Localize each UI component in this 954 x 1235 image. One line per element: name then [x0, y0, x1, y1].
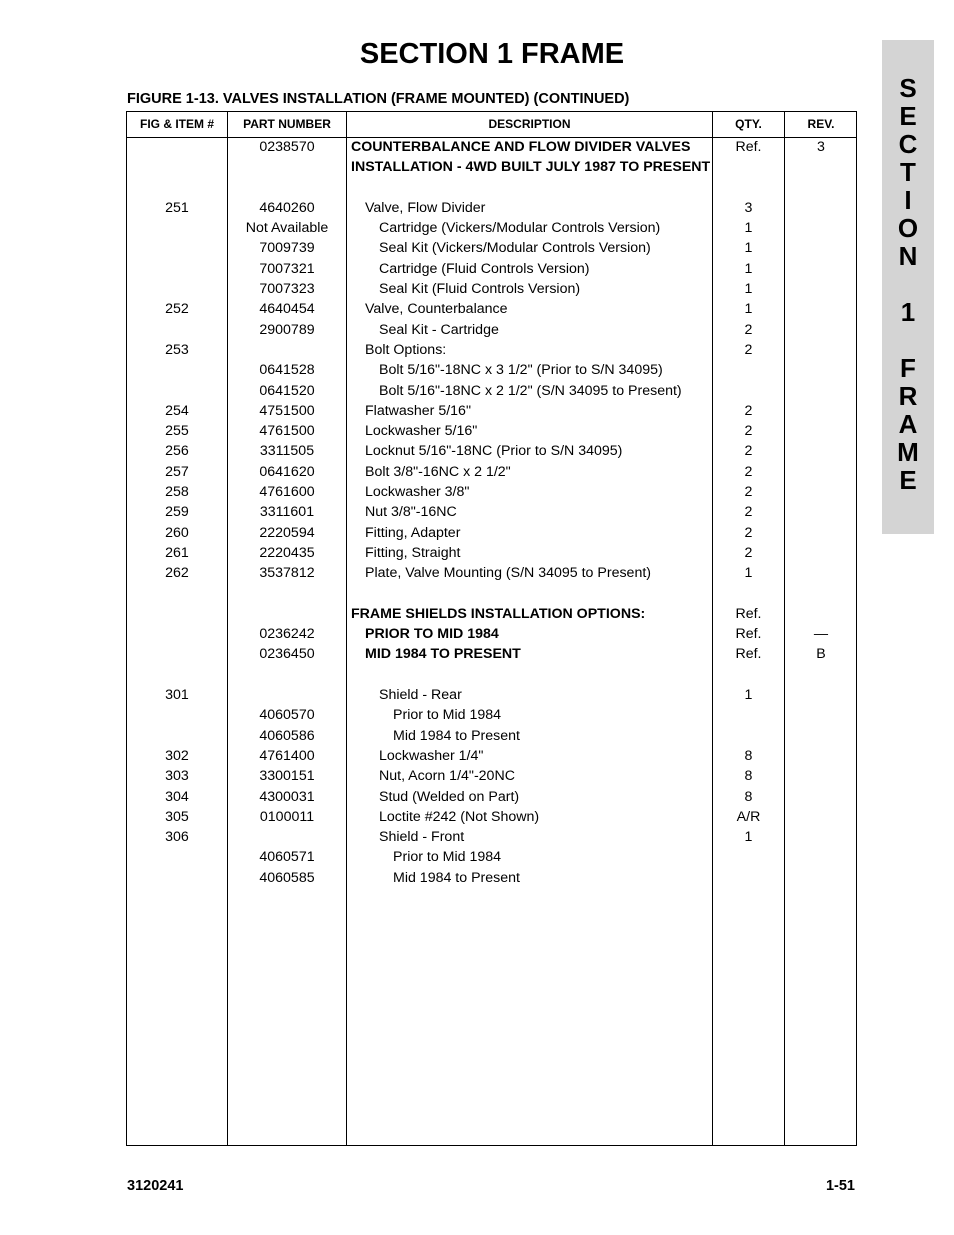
item-number-cell: 252	[165, 301, 189, 318]
table-row	[127, 604, 858, 624]
qty-cell: 2	[744, 341, 753, 358]
table-row	[127, 868, 858, 888]
qty-cell: 8	[744, 747, 753, 764]
part-number-cell: 4640260	[259, 199, 315, 216]
description-cell: Locknut 5/16"-18NC (Prior to S/N 34095)	[365, 443, 623, 460]
side-tab-letter: 1	[900, 297, 916, 327]
qty-cell: Ref.	[735, 646, 762, 663]
parts-table	[126, 111, 857, 1146]
item-number-cell: 256	[165, 443, 189, 460]
item-number-cell: 255	[165, 423, 189, 440]
qty-cell: 2	[744, 423, 753, 440]
side-tab-letter: N	[898, 241, 918, 271]
side-tab-letter: M	[897, 437, 919, 467]
part-number-cell: 4060570	[259, 707, 315, 724]
qty-cell: 2	[744, 402, 753, 419]
description-cell: FRAME SHIELDS INSTALLATION OPTIONS:	[351, 605, 646, 622]
description-cell: Lockwasher 1/4"	[379, 747, 484, 764]
rev-cell: B	[816, 646, 826, 663]
part-number-cell: 0100011	[259, 808, 315, 825]
part-number-cell: 3311601	[259, 504, 315, 521]
table-row	[127, 198, 858, 218]
side-tab-letter: R	[898, 381, 918, 411]
part-number-cell: 0236450	[259, 646, 315, 663]
table-row	[127, 401, 858, 421]
table-row	[127, 787, 858, 807]
part-number-cell: 7007321	[259, 260, 315, 277]
table-row	[127, 218, 858, 238]
table-row	[127, 624, 858, 644]
description-cell: Seal Kit (Vickers/Modular Controls Version)	[379, 240, 651, 257]
description-cell: Valve, Counterbalance	[365, 301, 508, 318]
table-row	[127, 685, 858, 705]
description-cell: Prior to Mid 1984	[393, 707, 502, 724]
side-tab-letter: F	[900, 353, 916, 383]
description-cell: Cartridge (Vickers/Modular Controls Version)	[379, 220, 661, 237]
table-row	[127, 644, 858, 664]
side-tab-letter: I	[904, 185, 912, 215]
part-number-cell: 4751500	[259, 402, 315, 419]
part-number-cell: 0641520	[259, 382, 315, 399]
qty-cell: 1	[744, 301, 753, 318]
qty-cell: 2	[744, 321, 753, 338]
part-number-cell: 4761400	[259, 747, 315, 764]
description-cell: Flatwasher 5/16"	[365, 402, 471, 419]
qty-cell: 3	[744, 199, 753, 216]
item-number-cell: 261	[165, 544, 189, 561]
table-row	[127, 482, 858, 502]
description-cell: Mid 1984 to Present	[393, 869, 520, 886]
table-row	[127, 299, 858, 319]
item-number-cell: 260	[165, 524, 189, 541]
part-number-cell: 4761600	[259, 484, 315, 501]
description-cell: Fitting, Adapter	[365, 524, 461, 541]
side-tab-letter: C	[898, 129, 918, 159]
qty-cell: 8	[744, 788, 753, 805]
page-number: 1-51	[825, 1178, 855, 1194]
part-number-cell: 0236242	[259, 626, 315, 643]
description-cell: Loctite #242 (Not Shown)	[379, 808, 540, 825]
part-number-cell: 2900789	[259, 321, 315, 338]
qty-cell: 1	[744, 281, 753, 298]
side-tab-letter: A	[898, 409, 918, 439]
qty-cell: 1	[744, 829, 753, 846]
item-number-cell: 306	[165, 829, 189, 846]
table-row	[127, 827, 858, 847]
table-row	[127, 563, 858, 583]
part-number-cell: 3300151	[259, 768, 315, 785]
table-row	[127, 320, 858, 340]
table-row	[127, 502, 858, 522]
qty-cell: Ref.	[735, 139, 762, 155]
item-number-cell: 254	[165, 402, 189, 419]
description-cell: Nut 3/8"-16NC	[365, 504, 457, 521]
description-cell: Seal Kit (Fluid Controls Version)	[379, 281, 581, 298]
description-cell: Seal Kit - Cartridge	[379, 321, 499, 338]
part-number-cell: 2220594	[259, 524, 315, 541]
description-cell: MID 1984 TO PRESENT	[365, 646, 521, 663]
qty-cell: 2	[744, 544, 753, 561]
table-row	[127, 462, 858, 482]
item-number-cell: 303	[165, 768, 189, 785]
table-row	[127, 584, 858, 604]
part-number-cell: 4060586	[259, 727, 315, 744]
table-row	[127, 766, 858, 786]
part-number-cell: 4060585	[259, 869, 315, 886]
description-cell: Prior to Mid 1984	[393, 849, 502, 866]
part-number-cell: Not Available	[245, 220, 329, 237]
table-row	[127, 807, 858, 827]
item-number-cell: 301	[165, 687, 189, 704]
table-row	[127, 746, 858, 766]
qty-cell: 2	[744, 504, 753, 521]
description-cell: Fitting, Straight	[365, 544, 461, 561]
header-rev: REV.	[807, 117, 835, 131]
qty-cell: 2	[744, 524, 753, 541]
description-cell: Bolt 5/16"-18NC x 3 1/2" (Prior to S/N 34095)	[379, 362, 663, 379]
description-cell: Shield - Front	[379, 829, 465, 846]
description-cell: INSTALLATION - 4WD BUILT JULY 1987 TO PRESENT	[351, 159, 711, 176]
qty-cell: 8	[744, 768, 753, 785]
item-number-cell: 257	[165, 463, 189, 480]
item-number-cell: 262	[165, 565, 189, 582]
description-cell: Mid 1984 to Present	[393, 727, 520, 744]
description-cell: Nut, Acorn 1/4"-20NC	[379, 768, 515, 785]
qty-cell: 1	[744, 220, 753, 237]
table-row	[127, 847, 858, 867]
table-row	[127, 360, 858, 380]
qty-cell: 2	[744, 463, 753, 480]
description-cell: Lockwasher 5/16"	[365, 423, 478, 440]
qty-cell: 1	[744, 260, 753, 277]
table-row	[127, 421, 858, 441]
table-row	[127, 665, 858, 685]
qty-cell: A/R	[736, 808, 761, 825]
description-cell: COUNTERBALANCE AND FLOW DIVIDER VALVES	[351, 139, 691, 155]
part-number-cell: 0641528	[259, 362, 315, 379]
qty-cell: 1	[744, 240, 753, 257]
table-row	[127, 340, 858, 360]
table-row	[127, 178, 858, 198]
side-tab-letter: E	[899, 101, 917, 131]
table-row	[127, 238, 858, 258]
item-number-cell: 302	[165, 747, 189, 764]
item-number-cell: 259	[165, 504, 189, 521]
rev-cell: —	[813, 626, 829, 643]
rev-cell: 3	[817, 139, 825, 155]
description-cell: Valve, Flow Divider	[365, 199, 486, 216]
table-row	[127, 137, 858, 157]
side-tab-letter: S	[899, 73, 917, 103]
figure-title: FIGURE 1-13. VALVES INSTALLATION (FRAME MOUNTED) (CONTINUED)	[127, 91, 630, 107]
item-number-cell: 253	[165, 341, 189, 358]
part-number-cell: 4761500	[259, 423, 315, 440]
document-number: 3120241	[127, 1178, 184, 1194]
header-qty: QTY.	[735, 117, 762, 131]
part-number-cell: 3537812	[259, 565, 315, 582]
part-number-cell: 0238570	[259, 139, 315, 155]
table-row	[127, 157, 858, 177]
table-row	[127, 441, 858, 461]
item-number-cell: 258	[165, 484, 189, 501]
description-cell: Stud (Welded on Part)	[379, 788, 520, 805]
description-cell: Bolt 5/16"-18NC x 2 1/2" (S/N 34095 to Present)	[379, 382, 682, 399]
header-part-number: PART NUMBER	[243, 117, 331, 131]
qty-cell: 1	[744, 565, 753, 582]
qty-cell: 2	[744, 484, 753, 501]
table-row	[127, 523, 858, 543]
side-tab-letter: O	[897, 213, 919, 243]
header-description: DESCRIPTION	[488, 117, 571, 131]
description-cell: Plate, Valve Mounting (S/N 34095 to Present)	[365, 565, 652, 582]
item-number-cell: 304	[165, 788, 189, 805]
header-item: FIG & ITEM #	[139, 117, 214, 131]
part-number-cell: 3311505	[259, 443, 315, 460]
section-title: SECTION 1 FRAME	[359, 38, 625, 70]
part-number-cell: 4300031	[259, 788, 315, 805]
part-number-cell: 4640454	[259, 301, 315, 318]
table-row	[127, 705, 858, 725]
description-cell: Lockwasher 3/8"	[365, 484, 470, 501]
description-cell: Bolt Options:	[365, 341, 447, 358]
table-row	[127, 543, 858, 563]
qty-cell: 2	[744, 443, 753, 460]
item-number-cell: 305	[165, 808, 189, 825]
qty-cell: Ref.	[735, 626, 762, 643]
table-row	[127, 726, 858, 746]
description-cell: PRIOR TO MID 1984	[365, 626, 499, 643]
part-number-cell: 2220435	[259, 544, 315, 561]
description-cell: Shield - Rear	[379, 687, 462, 704]
part-number-cell: 0641620	[259, 463, 315, 480]
section-side-tab	[882, 40, 934, 534]
qty-cell: 1	[744, 687, 753, 704]
table-row	[127, 381, 858, 401]
side-tab-letter: E	[899, 465, 917, 495]
table-row	[127, 279, 858, 299]
table-body	[127, 137, 858, 888]
part-number-cell: 4060571	[259, 849, 315, 866]
part-number-cell: 7009739	[259, 240, 315, 257]
description-cell: Bolt 3/8"-16NC x 2 1/2"	[365, 463, 511, 480]
side-tab-letter: T	[900, 157, 916, 187]
description-cell: Cartridge (Fluid Controls Version)	[379, 260, 590, 277]
table-row	[127, 259, 858, 279]
part-number-cell: 7007323	[259, 281, 315, 298]
qty-cell: Ref.	[735, 605, 762, 622]
item-number-cell: 251	[165, 199, 189, 216]
